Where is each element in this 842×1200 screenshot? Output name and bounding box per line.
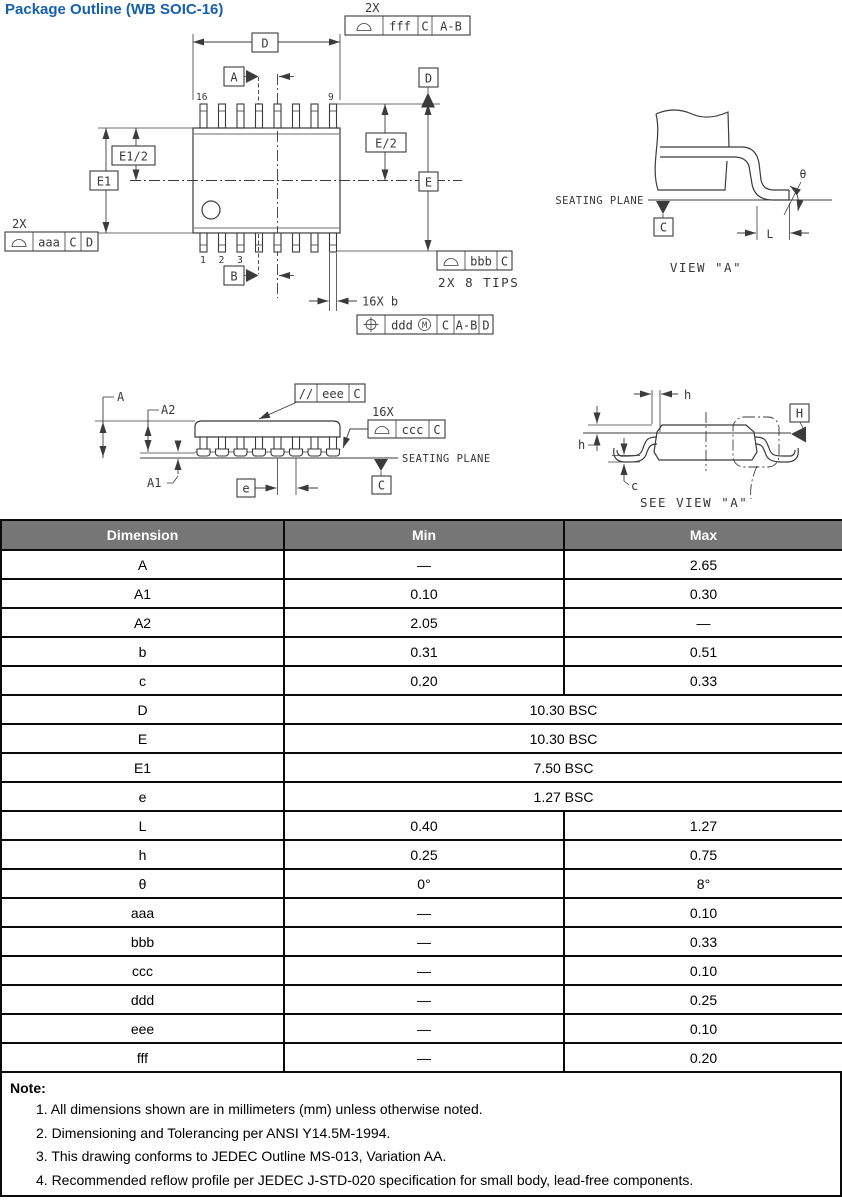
fcf-aaa-datum1: C	[69, 235, 77, 250]
fcf-ccc-datum: C	[433, 423, 441, 437]
dim-a2	[148, 403, 175, 452]
seating-plane-label-side: SEATING PLANE	[402, 453, 491, 465]
fcf-ddd-modifier: M	[421, 321, 428, 331]
cell-max: 2.65	[564, 550, 842, 579]
table-row	[1, 637, 842, 666]
cell-min: —	[284, 985, 564, 1014]
seating-plane-label: SEATING PLANE	[555, 195, 644, 207]
cell-min: —	[284, 1043, 564, 1072]
datum-c-side	[372, 459, 391, 494]
cell-max: 0.33	[564, 927, 842, 956]
dim-e-half-label: E/2	[375, 136, 397, 151]
table-row	[1, 985, 842, 1014]
table-row	[1, 956, 842, 985]
fcf-bbb-note: 2X 8 TIPS	[438, 275, 520, 290]
cell-max: —	[564, 608, 842, 637]
col-header-min: Min	[284, 520, 564, 550]
dim-theta-label: θ	[799, 167, 807, 181]
cell-dimension: ddd	[1, 985, 284, 1014]
dim-b-label: 16X b	[362, 294, 399, 309]
fcf-bbb	[337, 251, 519, 290]
notes-label: Note:	[10, 1080, 46, 1096]
dim-e1-label: E1	[96, 174, 112, 189]
table-row	[1, 608, 842, 637]
cell-merged: 10.30 BSC	[284, 724, 842, 753]
dimension-table	[0, 519, 842, 1073]
note-item: 1. All dimensions shown are in millimeters (mm) unless otherwise noted.	[36, 1101, 483, 1117]
fcf-eee-datum: C	[353, 387, 361, 401]
fcf-ccc-qty: 16X	[372, 405, 394, 419]
pin1-indicator-icon	[202, 201, 220, 219]
package-outline-drawing	[0, 0, 842, 516]
table-row	[1, 1043, 842, 1072]
fcf-fff-datum1: C	[421, 19, 429, 34]
dim-c	[608, 438, 640, 493]
fcf-ddd-datum2: A-B	[455, 318, 478, 333]
dim-theta	[784, 167, 807, 215]
note-item: 4. Recommended reflow profile per JEDEC J-STD-020 specification for small body, lead-free components.	[36, 1171, 694, 1188]
fcf-fff-datum2: A-B	[440, 19, 462, 34]
pin-16-label: 16	[196, 92, 208, 103]
datum-d-label: D	[424, 71, 433, 86]
cell-min: —	[284, 898, 564, 927]
datum-h-label: H	[795, 406, 804, 421]
dim-e-label: E	[424, 175, 433, 190]
table-row	[1, 753, 842, 782]
page-title: Package Outline (WB SOIC-16)	[5, 1, 224, 18]
datum-d	[419, 68, 438, 108]
cell-dimension: D	[1, 695, 284, 724]
table-row	[1, 550, 842, 579]
table-row	[1, 724, 842, 753]
cell-dimension: ccc	[1, 956, 284, 985]
cell-dimension: A	[1, 550, 284, 579]
dim-h-side-label: h	[578, 438, 586, 452]
col-header-max: Max	[564, 520, 842, 550]
top-view	[5, 1, 519, 334]
fcf-ddd	[357, 315, 493, 334]
cell-max: 0.20	[564, 1043, 842, 1072]
table-row	[1, 695, 842, 724]
fcf-ccc	[343, 405, 445, 448]
dim-b	[309, 253, 398, 311]
fcf-eee	[259, 384, 365, 419]
pin-9-label: 9	[328, 92, 334, 103]
table-row	[1, 898, 842, 927]
cell-max: 0.33	[564, 666, 842, 695]
table-row	[1, 782, 842, 811]
notes-box	[0, 1071, 842, 1197]
cell-dimension: b	[1, 637, 284, 666]
cell-min: 0°	[284, 869, 564, 898]
cell-min: 2.05	[284, 608, 564, 637]
cell-dimension: A1	[1, 579, 284, 608]
cell-merged: 10.30 BSC	[284, 695, 842, 724]
view-a-caption: VIEW "A"	[669, 260, 743, 275]
cell-min: 0.20	[284, 666, 564, 695]
datum-c-label: C	[659, 220, 668, 235]
note-item: 3. This drawing conforms to JEDEC Outline MS-013, Variation AA.	[36, 1148, 447, 1164]
cell-dimension: h	[1, 840, 284, 869]
cell-max: 1.27	[564, 811, 842, 840]
dim-e1-half-label: E1/2	[119, 149, 148, 164]
cell-max: 0.25	[564, 985, 842, 1014]
cell-max: 0.10	[564, 898, 842, 927]
dim-c-label: c	[631, 479, 639, 493]
table-row	[1, 927, 842, 956]
cell-merged: 1.27 BSC	[284, 782, 842, 811]
end-view	[578, 388, 809, 510]
cell-min: 0.40	[284, 811, 564, 840]
cell-min: 0.31	[284, 637, 564, 666]
cell-min: —	[284, 1014, 564, 1043]
cell-dimension: bbb	[1, 927, 284, 956]
pin-1-label: 1	[200, 255, 206, 266]
fcf-fff-qty: 2X	[365, 1, 380, 15]
table-row	[1, 666, 842, 695]
dim-l-label: L	[766, 227, 774, 241]
pin-3-label: 3	[237, 255, 243, 266]
cell-min: 0.25	[284, 840, 564, 869]
cell-max: 0.75	[564, 840, 842, 869]
cell-max: 0.10	[564, 1014, 842, 1043]
col-header-dimension: Dimension	[1, 520, 284, 550]
cell-max: 0.51	[564, 637, 842, 666]
fcf-bbb-datum1: C	[500, 254, 509, 269]
view-a	[555, 110, 832, 275]
dim-d-label: D	[261, 36, 269, 51]
table-header-row	[1, 520, 842, 550]
dim-a1	[147, 441, 178, 490]
fcf-aaa-qty: 2X	[12, 217, 27, 231]
table-row	[1, 869, 842, 898]
datum-h	[790, 404, 809, 443]
dim-h-top-label: h	[684, 388, 692, 402]
fcf-aaa-value: aaa	[38, 235, 60, 250]
fcf-fff	[345, 1, 470, 35]
cell-dimension: θ	[1, 869, 284, 898]
dim-a-label: A	[117, 390, 125, 404]
datum-c-label-side: C	[377, 478, 386, 493]
see-view-a-caption: SEE VIEW "A"	[640, 495, 749, 510]
fcf-ddd-datum3: D	[482, 318, 490, 333]
dim-e-pitch	[237, 458, 318, 497]
cell-min: —	[284, 956, 564, 985]
datum-a-label: A	[230, 70, 238, 85]
parallelism-icon: //	[298, 387, 314, 401]
fcf-fff-value: fff	[389, 19, 411, 34]
cell-dimension: fff	[1, 1043, 284, 1072]
table-row	[1, 811, 842, 840]
dim-a	[103, 390, 125, 458]
fcf-aaa-datum2: D	[85, 235, 94, 250]
note-item: 2. Dimensioning and Tolerancing per ANSI Y14.5M-1994.	[36, 1124, 391, 1141]
cell-dimension: E	[1, 724, 284, 753]
pin-2-label: 2	[218, 255, 225, 266]
cell-dimension: c	[1, 666, 284, 695]
fcf-bbb-value: bbb	[470, 254, 492, 269]
dim-a1-label: A1	[147, 476, 162, 490]
cell-dimension: e	[1, 782, 284, 811]
table-row	[1, 840, 842, 869]
cell-min: —	[284, 927, 564, 956]
cell-dimension: L	[1, 811, 284, 840]
table-row	[1, 579, 842, 608]
cell-dimension: eee	[1, 1014, 284, 1043]
cell-merged: 7.50 BSC	[284, 753, 842, 782]
cell-max: 0.30	[564, 579, 842, 608]
cell-dimension: E1	[1, 753, 284, 782]
fcf-ccc-value: ccc	[401, 423, 424, 437]
cell-min: —	[284, 550, 564, 579]
cell-max: 0.10	[564, 956, 842, 985]
fcf-ddd-value: ddd	[391, 318, 413, 333]
datum-c-viewa	[654, 201, 673, 236]
cell-min: 0.10	[284, 579, 564, 608]
dim-a2-label: A2	[161, 403, 176, 417]
cell-dimension: aaa	[1, 898, 284, 927]
dim-h-side	[578, 406, 597, 452]
side-view	[95, 384, 491, 497]
fcf-aaa	[5, 217, 98, 251]
fcf-ddd-datum1: C	[441, 318, 450, 333]
dim-e-label-side: e	[242, 481, 250, 496]
cell-max: 8°	[564, 869, 842, 898]
datum-b-label: B	[230, 269, 238, 284]
fcf-eee-value: eee	[322, 387, 344, 401]
cell-dimension: A2	[1, 608, 284, 637]
table-row	[1, 1014, 842, 1043]
